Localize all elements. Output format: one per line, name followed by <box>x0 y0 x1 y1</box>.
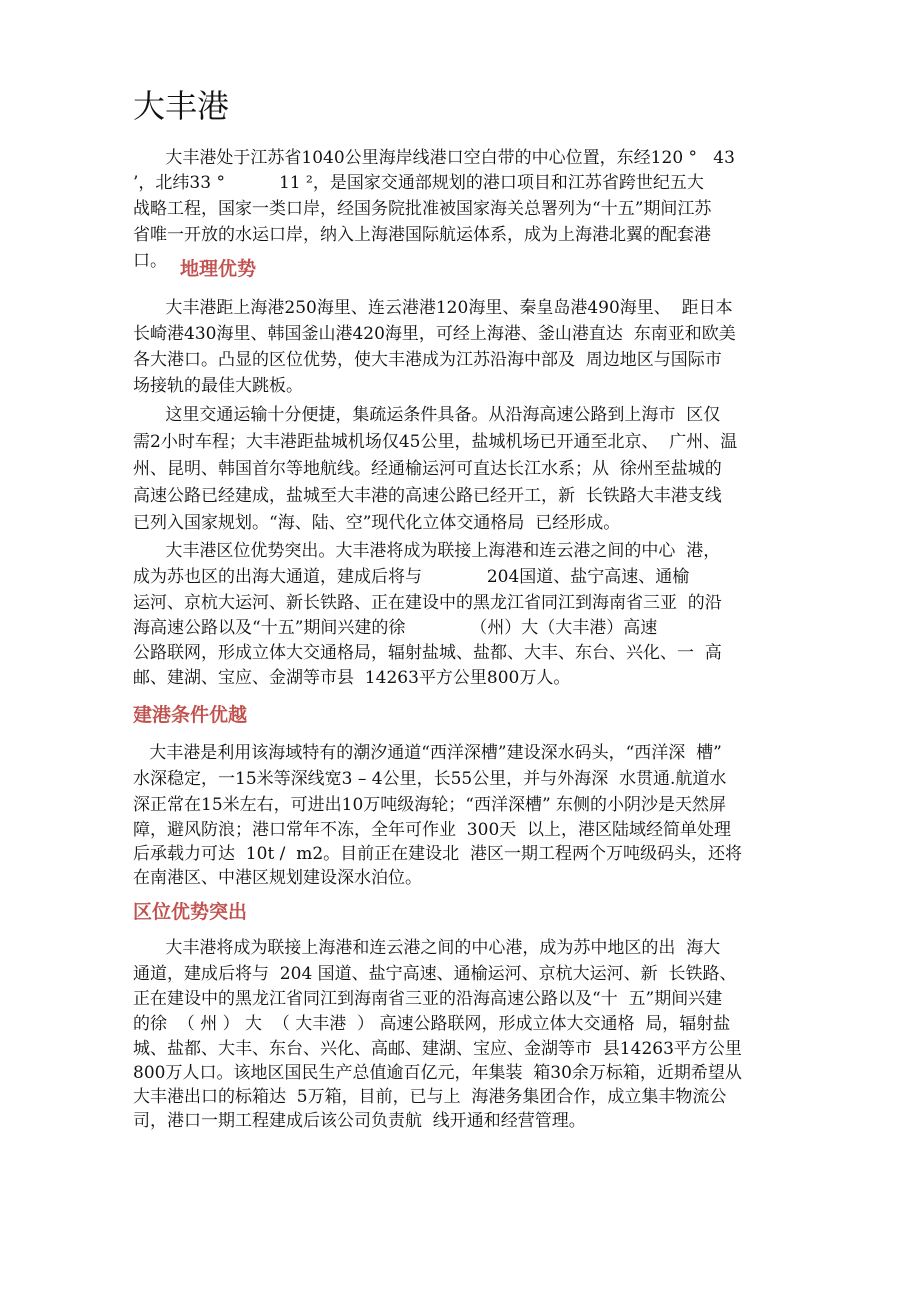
paragraph-line: 场接轨的最佳大跳板。 <box>133 376 303 396</box>
paragraph-line: 800万人口。该地区国民生产总值逾百亿元，年集装 箱30余万标箱，近期希望从 <box>133 1063 742 1083</box>
paragraph-line: 公路联网，形成立体大交通格局，辐射盐城、盐都、大丰、东台、兴化、一 高 <box>133 643 722 663</box>
section-heading-geography: 地理优势 <box>180 258 257 280</box>
paragraph-line: 成为苏也区的出海大通道，建成后将与 204国道、盐宁高速、通榆 <box>133 567 690 587</box>
paragraph-line: 大丰港区位优势突出。大丰港将成为联接上海港和连云港之间的中心 港， <box>133 541 721 561</box>
paragraph-line: 水深稳定，一15米等深线宽3 – 4公里，长55公里，并与外海深 水贯通.航道水 <box>133 769 727 789</box>
paragraph-line: 障，避风防浪；港口常年不冻，全年可作业 300天 以上，港区陆域经简单处理 <box>133 820 732 840</box>
paragraph-line: 长崎港430海里、韩国釜山港420海里，可经上海港、釜山港直达 东南亚和欧美 <box>133 324 736 344</box>
paragraph-line: 各大港口。凸显的区位优势，使大丰港成为江苏沿海中部及 周边地区与国际市 <box>133 350 722 370</box>
paragraph-line: 海高速公路以及“十五”期间兴建的徐 （州）大（大丰港）高速 <box>133 618 658 638</box>
paragraph-line: 大丰港出口的标箱达 5万箱，目前，已与上 海港务集团合作，成立集丰物流公 <box>133 1087 727 1107</box>
paragraph-line: 通道，建成后将与 204 国道、盐宁高速、通榆运河、京杭大运河、新 长铁路、 <box>133 964 737 984</box>
paragraph-line: 大丰港距上海港250海里、连云港港120海里、秦皇岛港490海里、 距日本 <box>133 298 733 318</box>
section-heading-location: 区位优势突出 <box>133 901 248 923</box>
paragraph-line: 大丰港处于江苏省1040公里海岸线港口空白带的中心位置，东经120 ° 43 <box>133 148 735 168</box>
paragraph-line: 正在建设中的黑龙江省同江到海南省三亚的沿海高速公路以及“十 五”期间兴建 <box>133 989 723 1009</box>
paragraph-line: 司，港口一期工程建成后该公司负责航 线开通和经营管理。 <box>133 1111 586 1131</box>
paragraph-line: 已列入国家规划。“海、陆、空”现代化立体交通格局 已经形成。 <box>133 513 621 533</box>
paragraph-line: 运河、京杭大运河、新长铁路、正在建设中的黑龙江省同江到海南省三亚 的沿 <box>133 593 722 613</box>
paragraph-line: 大丰港将成为联接上海港和连云港之间的中心港，成为苏中地区的出 海大 <box>133 938 721 958</box>
paragraph-line: 后承载力可达 10t / m2。目前正在建设北 港区一期工程两个万吨级码头，还将 <box>133 844 742 864</box>
paragraph-line: 的徐 （ 州 ） 大 （ 大丰港 ） 高速公路联网，形成立体大交通格 局，辐射盐 <box>133 1014 731 1034</box>
paragraph-line: 高速公路已经建成，盐城至大丰港的高速公路已经开工，新 长铁路大丰港支线 <box>133 486 722 506</box>
paragraph-line: 州、昆明、韩国首尔等地航线。经通榆运河可直达长江水系；从 徐州至盐城的 <box>133 459 722 479</box>
paragraph-line: 在南港区、中港区规划建设深水泊位。 <box>133 868 422 888</box>
paragraph-line: 口。 <box>133 251 167 271</box>
paragraph-line: 邮、建湖、宝应、金湖等市县 14263平方公里800万人。 <box>133 668 571 688</box>
paragraph-line: 这里交通运输十分便捷，集疏运条件具备。从沿海高速公路到上海市 区仅 <box>133 405 721 425</box>
document-title: 大丰港 <box>133 87 230 125</box>
paragraph-line: 大丰港是利用该海域特有的潮汐通道“西洋深槽”建设深水码头，“西洋深 槽” <box>133 743 722 763</box>
paragraph-line: 需2小时车程；大丰港距盐城机场仅45公里，盐城机场已开通至北京、 广州、温 <box>133 432 738 452</box>
paragraph-line: 城、盐都、大丰、东台、兴化、高邮、建湖、宝应、金湖等市 县14263平方公里 <box>133 1039 742 1059</box>
paragraph-line: ’，北纬33 ° 11 ²，是国家交通部规划的港口项目和江苏省跨世纪五大 <box>133 173 704 193</box>
paragraph-line: 战略工程，国家一类口岸，经国务院批准被国家海关总署列为“十五”期间江苏 <box>133 199 712 219</box>
section-heading-construction: 建港条件优越 <box>133 704 248 726</box>
paragraph-line: 省唯一开放的水运口岸，纳入上海港国际航运体系，成为上海港北翼的配套港 <box>133 225 711 245</box>
paragraph-line: 深正常在15米左右，可进出10万吨级海轮；“西洋深槽” 东侧的小阴沙是天然屏 <box>133 795 727 815</box>
